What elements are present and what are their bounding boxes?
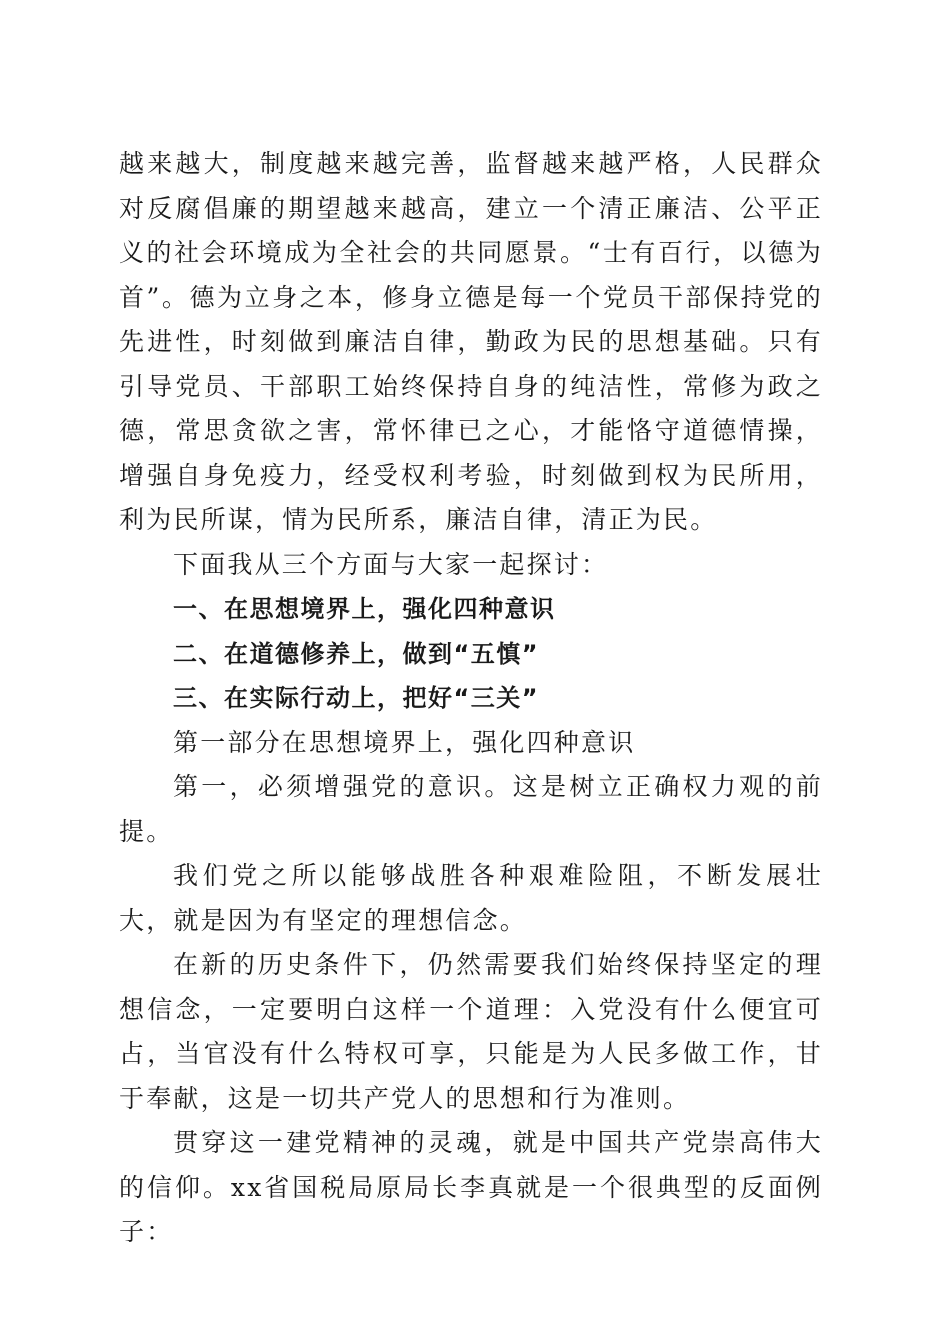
- paragraph: 我们党之所以能够战胜各种艰难险阻，不断发展壮大，就是因为有坚定的理想信念。: [119, 861, 823, 935]
- outline-heading-1: 一、在思想境界上，强化四种意识: [173, 595, 556, 623]
- paragraph: 在新的历史条件下，仍然需要我们始终保持坚定的理想信念，一定要明白这样一个道理：入党没有什么便宜可占，当官没有什么特权可享，只能是为人民多做工作，甘于奉献，这是一切共产党人的思想和行为准则。: [119, 950, 823, 1113]
- paragraph: 贯穿这一建党精神的灵魂，就是中国共产党崇高伟大的信仰。xx省国税局原局长李真就是一个很典型的反面例子：: [119, 1128, 823, 1246]
- paragraph-point-one: 第一，必须增强党的意识。这是树立正确权力观的前提。: [119, 772, 823, 846]
- outline-heading-3: 三、在实际行动上，把好“三关”: [173, 684, 540, 712]
- section-title: 第一部分在思想境界上，强化四种意识: [173, 727, 636, 757]
- document-body: [119, 142, 823, 1255]
- paragraph-intro: 下面我从三个方面与大家一起探讨：: [173, 549, 609, 579]
- outline-heading-2: 二、在道德修养上，做到“五慎”: [173, 639, 540, 668]
- paragraph-continuation: 越来越大，制度越来越完善，监督越来越严格，人民群众对反腐倡廉的期望越来越高，建立一个清正廉洁、公平正义的社会环境成为全社会的共同愿景。“士有百行，以德为首”。德为立身之本，修身立德是每一个党员干部保持党的先进性，时刻做到廉洁自律，勤政为民的思想基础。只有引导党员、干部职工始终保持自身的纯洁性，常修为政之德，常思贪欲之害，常怀律已之心，才能恪守道德情操，增强自身免疫力，经受权利考验，时刻做到权为民所用，利为民所谋，情为民所系，廉洁自律，清正为民。: [119, 149, 823, 534]
